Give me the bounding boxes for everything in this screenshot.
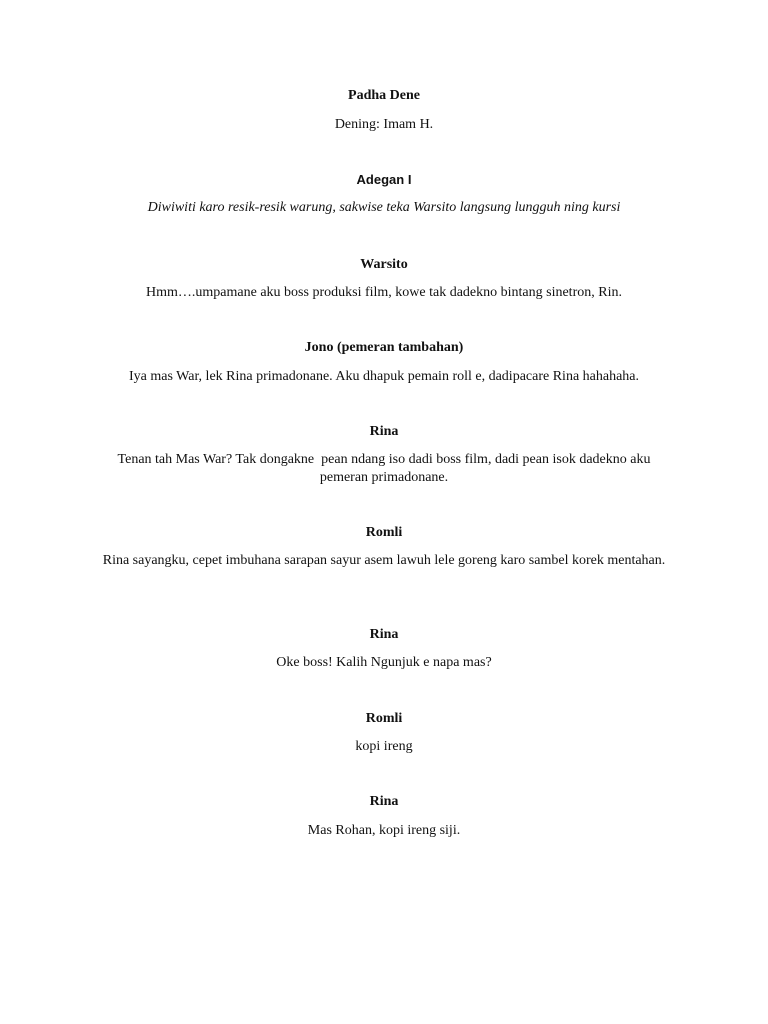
dialogue-text: Rina sayangku, cepet imbuhana sarapan sayur asem lawuh lele goreng karo sambel korek mentahan. [102,553,666,568]
stage-direction: Diwiwiti karo resik-resik warung, sakwise teka Warsito langsung lungguh ning kursi [147,200,621,215]
dialogue-text: Mas Rohan, kopi ireng siji. [307,823,461,838]
dialogue-text: Oke boss! Kalih Ngunjuk e napa mas? [276,655,492,670]
speaker-name: Rina [369,627,399,642]
speaker-name: Rina [369,794,399,809]
speaker-name: Romli [365,525,403,540]
dialogue-text: Tenan tah Mas War? Tak dongakne pean ndang iso dadi boss film, dadi pean isok dadekno aku pemeran primadonane. [117,452,654,485]
speaker-name: Romli [365,711,403,726]
speaker-name: Warsito [360,257,408,272]
dialogue-text: Iya mas War, lek Rina primadonane. Aku dhapuk pemain roll e, dadipacare Rina hahahaha. [128,369,640,384]
speaker-name: Rina [369,424,399,439]
speaker-name: Jono (pemeran tambahan) [304,340,464,355]
scene-heading: Adegan I [356,172,412,187]
document-title: Padha Dene [348,88,420,103]
author-line: Dening: Imam H. [334,117,434,132]
dialogue-text: kopi ireng [355,739,413,754]
dialogue-text: Hmm….umpamane aku boss produksi film, kowe tak dadekno bintang sinetron, Rin. [146,285,622,300]
